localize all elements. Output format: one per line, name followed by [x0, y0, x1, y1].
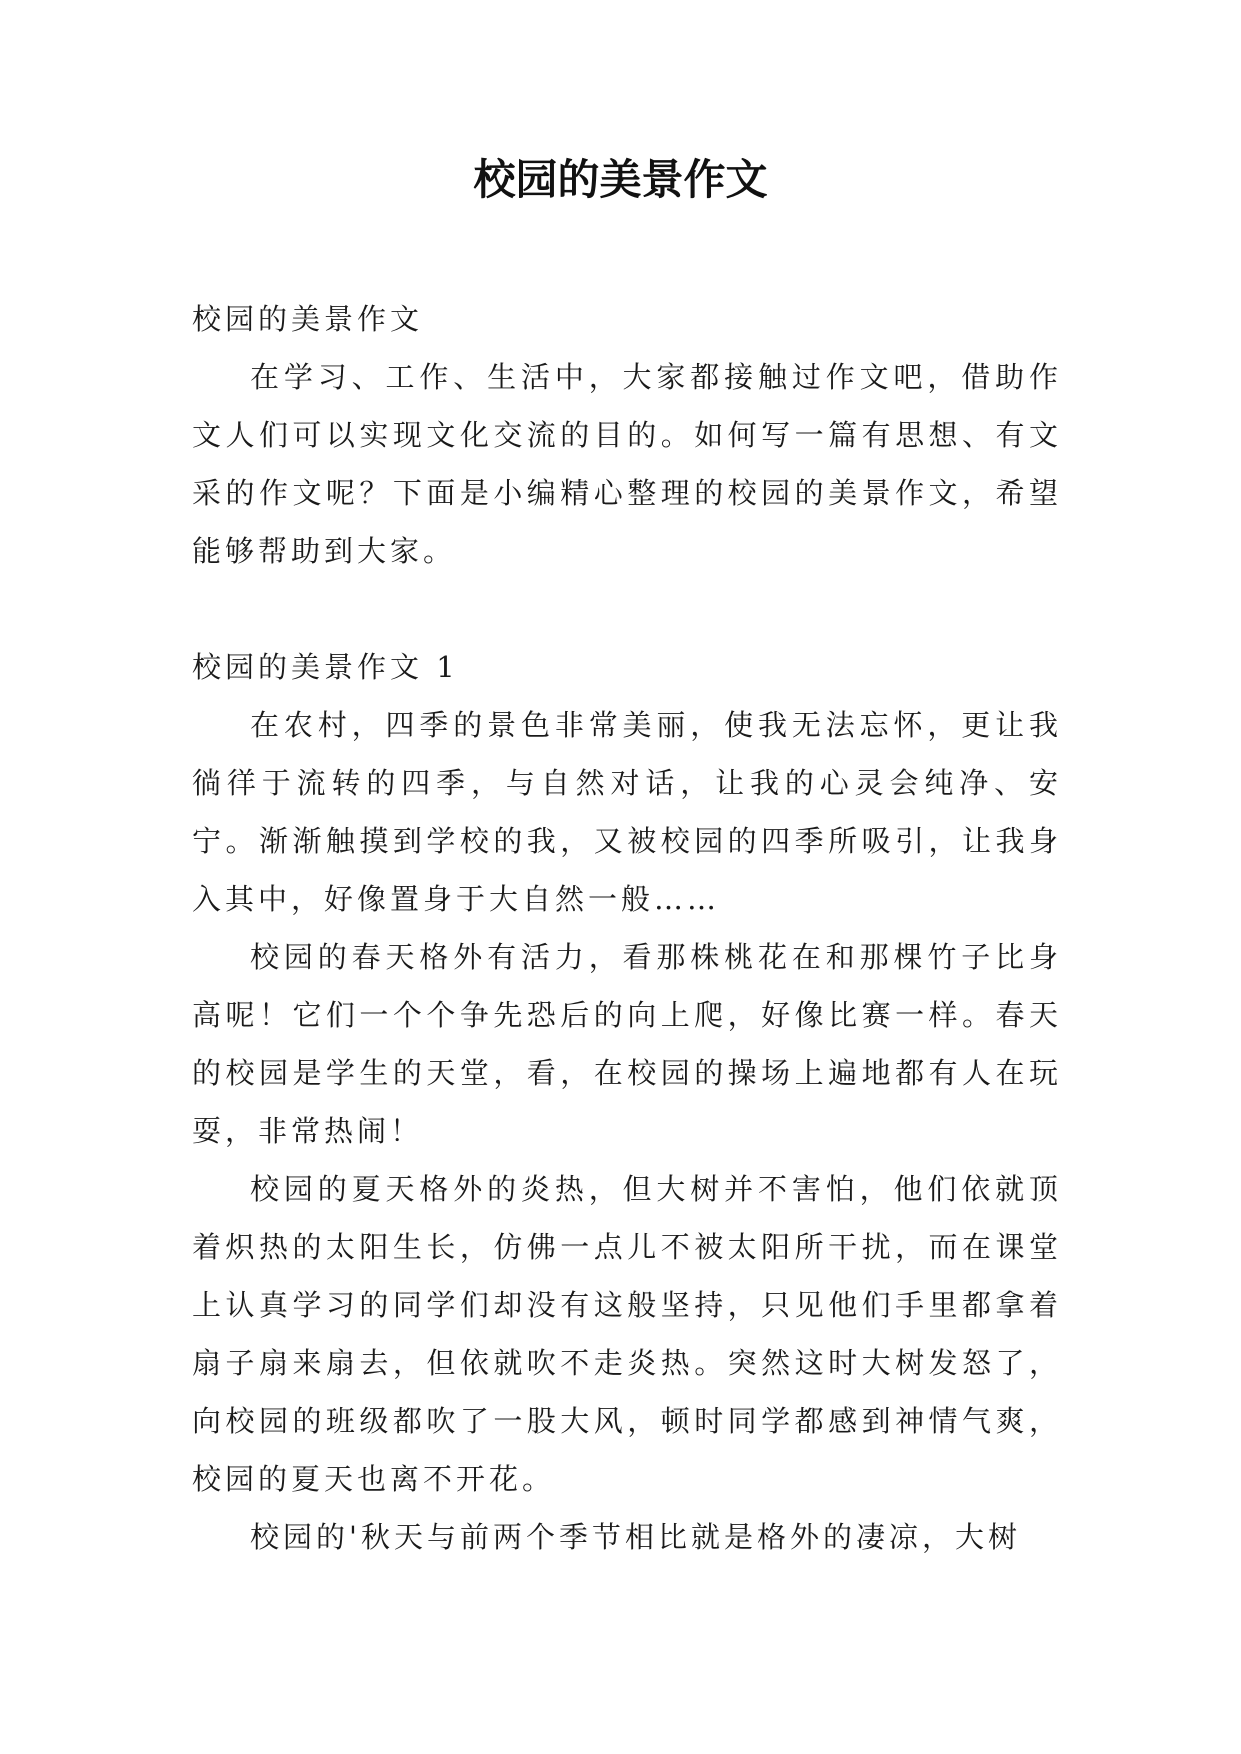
section-spacer — [192, 580, 1062, 638]
intro-heading: 校园的美景作文 — [192, 302, 424, 336]
document-title: 校园的美景作文 — [473, 155, 768, 204]
section1-paragraph-4: 校园的'秋天与前两个季节相比就是格外的凄凉，大树 — [250, 1520, 1021, 1554]
section1-heading: 校园的美景作文 1 — [192, 650, 459, 684]
section1-paragraph-3: 校园的夏天格外的炎热，但大树并不害怕，他们依就顶着炽热的太阳生长，仿佛一点儿不被太阳所干扰，而在课堂上认真学习的同学们却没有这般坚持，只见他们手里都拿着扇子扇来扇去，但依就吹不走炎热。突然这时大树发怒了，向校园的班级都吹了一股大风，顿时同学都感到神情气爽，校园的夏天也离不开花。 — [192, 1172, 1062, 1496]
section1-paragraph-2: 校园的春天格外有活力，看那株桃花在和那棵竹子比身高呢！它们一个个争先恐后的向上爬，好像比赛一样。春天的校园是学生的天堂，看，在校园的操场上遍地都有人在玩耍，非常热闹！ — [192, 940, 1062, 1148]
intro-paragraph: 在学习、工作、生活中，大家都接触过作文吧，借助作文人们可以实现文化交流的目的。如何写一篇有思想、有文采的作文呢？下面是小编精心整理的校园的美景作文，希望能够帮助到大家。 — [192, 360, 1062, 568]
section1-paragraph-1: 在农村，四季的景色非常美丽，使我无法忘怀，更让我徜徉于流转的四季，与自然对话，让我的心灵会纯净、安宁。渐渐触摸到学校的我，又被校园的四季所吸引，让我身入其中，好像置身于大自然一般…… — [192, 708, 1062, 916]
document-body — [192, 290, 1062, 1566]
